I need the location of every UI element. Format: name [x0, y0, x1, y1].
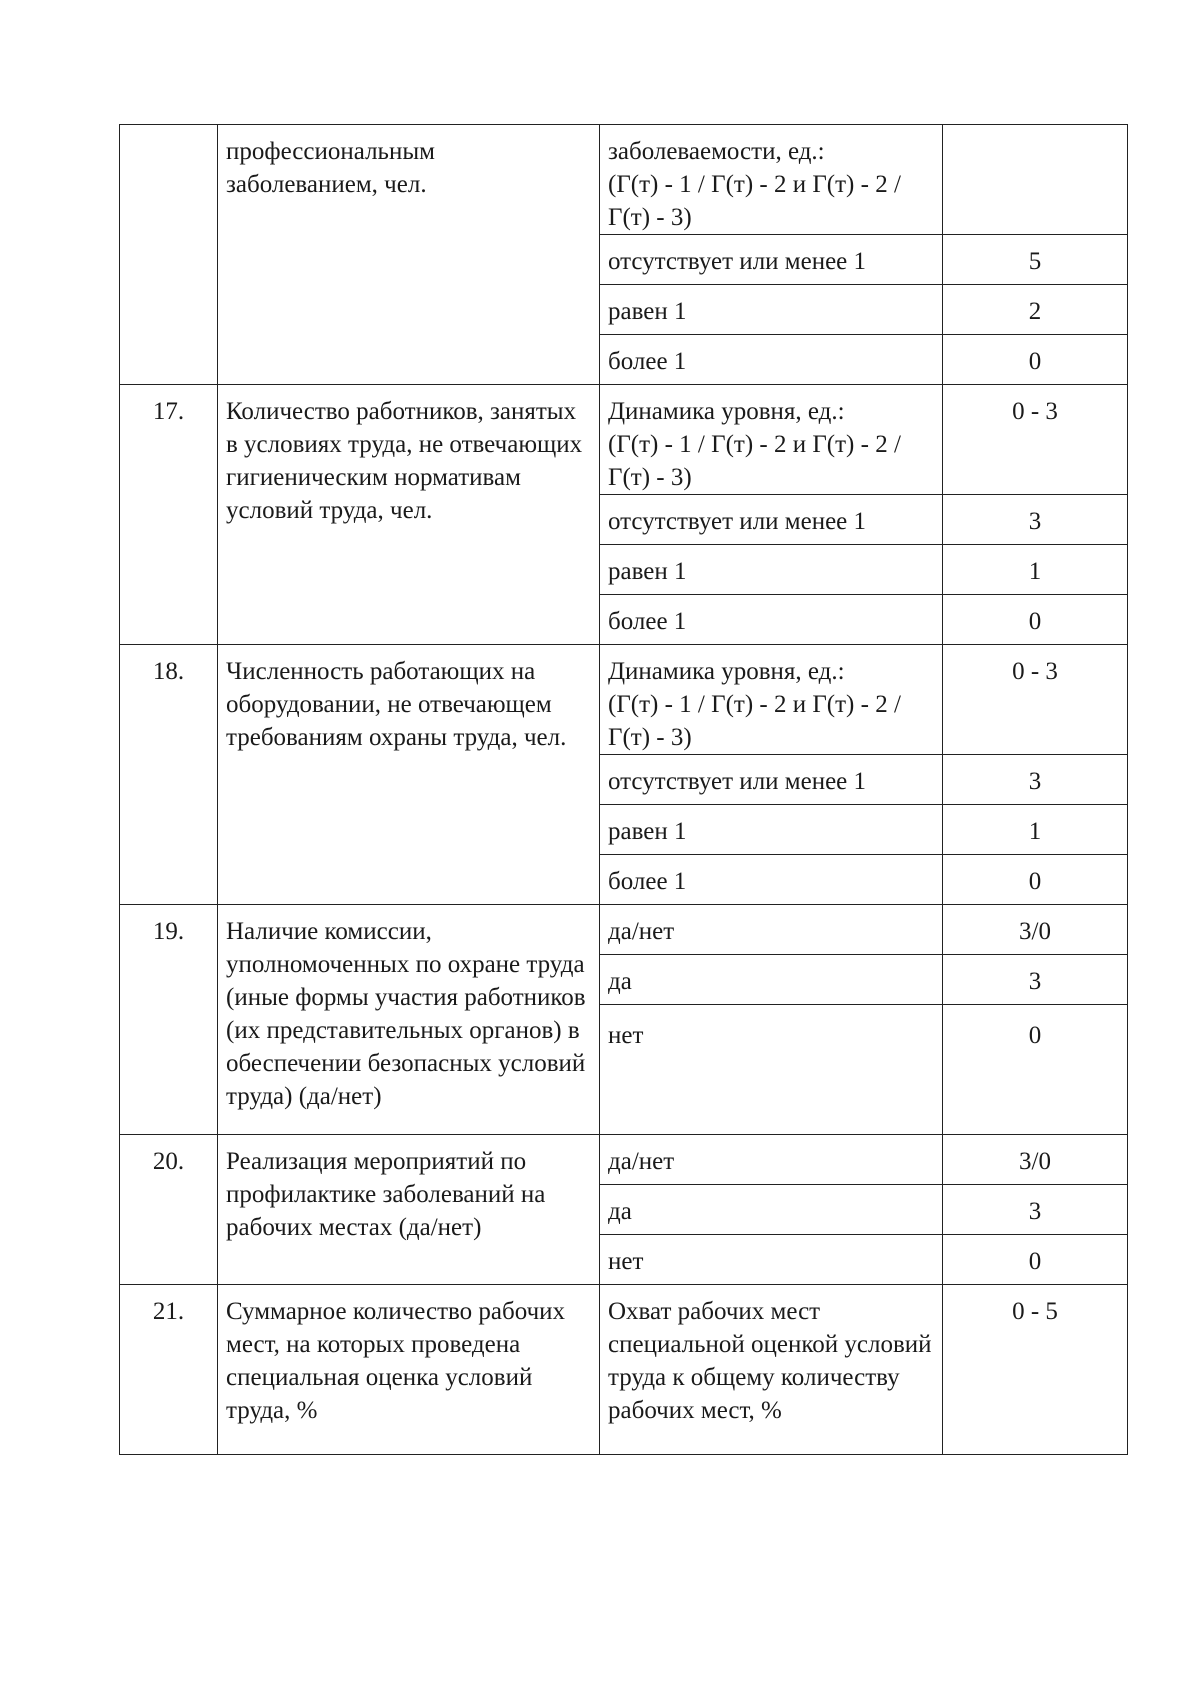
score-cell: 0	[943, 855, 1128, 905]
criterion-cell: более 1	[600, 595, 943, 645]
row-number: 20.	[120, 1135, 218, 1285]
indicator-cell: Реализация мероприятий по профилактике заболеваний на рабочих местах (да/нет)	[218, 1135, 600, 1285]
score-cell: 0	[943, 1235, 1128, 1285]
score-header-cell: 0 - 3	[943, 645, 1128, 755]
score-header-cell: 3/0	[943, 905, 1128, 955]
score-cell: 0	[943, 595, 1128, 645]
score-cell: 5	[943, 235, 1128, 285]
criterion-header-cell: заболеваемости, ед.: (Г(т) - 1 / Г(т) - 2 и Г(т) - 2 / Г(т) - 3)	[600, 125, 943, 235]
score-cell: 3	[943, 1185, 1128, 1235]
criterion-cell: более 1	[600, 335, 943, 385]
row-number: 17.	[120, 385, 218, 645]
criteria-table	[119, 124, 1128, 1455]
criterion-header-cell: Охват рабочих мест специальной оценкой условий труда к общему количеству рабочих мест, %	[600, 1285, 943, 1455]
score-header-cell: 0 - 5	[943, 1285, 1128, 1455]
table-row	[120, 1135, 1128, 1185]
criterion-cell: равен 1	[600, 805, 943, 855]
criterion-cell: более 1	[600, 855, 943, 905]
row-number: 21.	[120, 1285, 218, 1455]
row-number: 19.	[120, 905, 218, 1135]
table-row	[120, 645, 1128, 755]
score-cell: 3	[943, 755, 1128, 805]
criterion-cell: отсутствует или менее 1	[600, 235, 943, 285]
score-cell: 3	[943, 495, 1128, 545]
score-header-cell: 3/0	[943, 1135, 1128, 1185]
table-row	[120, 1285, 1128, 1455]
score-cell: 3	[943, 955, 1128, 1005]
criterion-cell: равен 1	[600, 545, 943, 595]
criterion-cell: отсутствует или менее 1	[600, 755, 943, 805]
criterion-cell: отсутствует или менее 1	[600, 495, 943, 545]
criterion-header-cell: Динамика уровня, ед.: (Г(т) - 1 / Г(т) - 2 и Г(т) - 2 / Г(т) - 3)	[600, 645, 943, 755]
indicator-cell: Наличие комиссии, уполномоченных по охране труда (иные формы участия работников (их представительных органов) в обеспечении безопасных условий труда) (да/нет)	[218, 905, 600, 1135]
indicator-cell: Количество работников, занятых в условиях труда, не отвечающих гигиеническим нормативам условий труда, чел.	[218, 385, 600, 645]
criterion-cell: нет	[600, 1235, 943, 1285]
score-header-cell: 0 - 3	[943, 385, 1128, 495]
criterion-header-cell: Динамика уровня, ед.: (Г(т) - 1 / Г(т) - 2 и Г(т) - 2 / Г(т) - 3)	[600, 385, 943, 495]
criterion-cell: да	[600, 955, 943, 1005]
criterion-cell: нет	[600, 1005, 943, 1135]
criterion-cell: равен 1	[600, 285, 943, 335]
score-cell: 2	[943, 285, 1128, 335]
table-row	[120, 385, 1128, 495]
criterion-header-cell: да/нет	[600, 1135, 943, 1185]
indicator-cell: Численность работающих на оборудовании, не отвечающем требованиям охраны труда, чел.	[218, 645, 600, 905]
table-row	[120, 905, 1128, 955]
row-number	[120, 125, 218, 385]
criterion-header-cell: да/нет	[600, 905, 943, 955]
score-cell: 1	[943, 545, 1128, 595]
row-number: 18.	[120, 645, 218, 905]
score-header-cell	[943, 125, 1128, 235]
table-row	[120, 125, 1128, 235]
criterion-cell: да	[600, 1185, 943, 1235]
score-cell: 0	[943, 1005, 1128, 1135]
indicator-cell: Суммарное количество рабочих мест, на которых проведена специальная оценка условий труда, %	[218, 1285, 600, 1455]
score-cell: 1	[943, 805, 1128, 855]
indicator-cell: профессиональным заболеванием, чел.	[218, 125, 600, 385]
score-cell: 0	[943, 335, 1128, 385]
